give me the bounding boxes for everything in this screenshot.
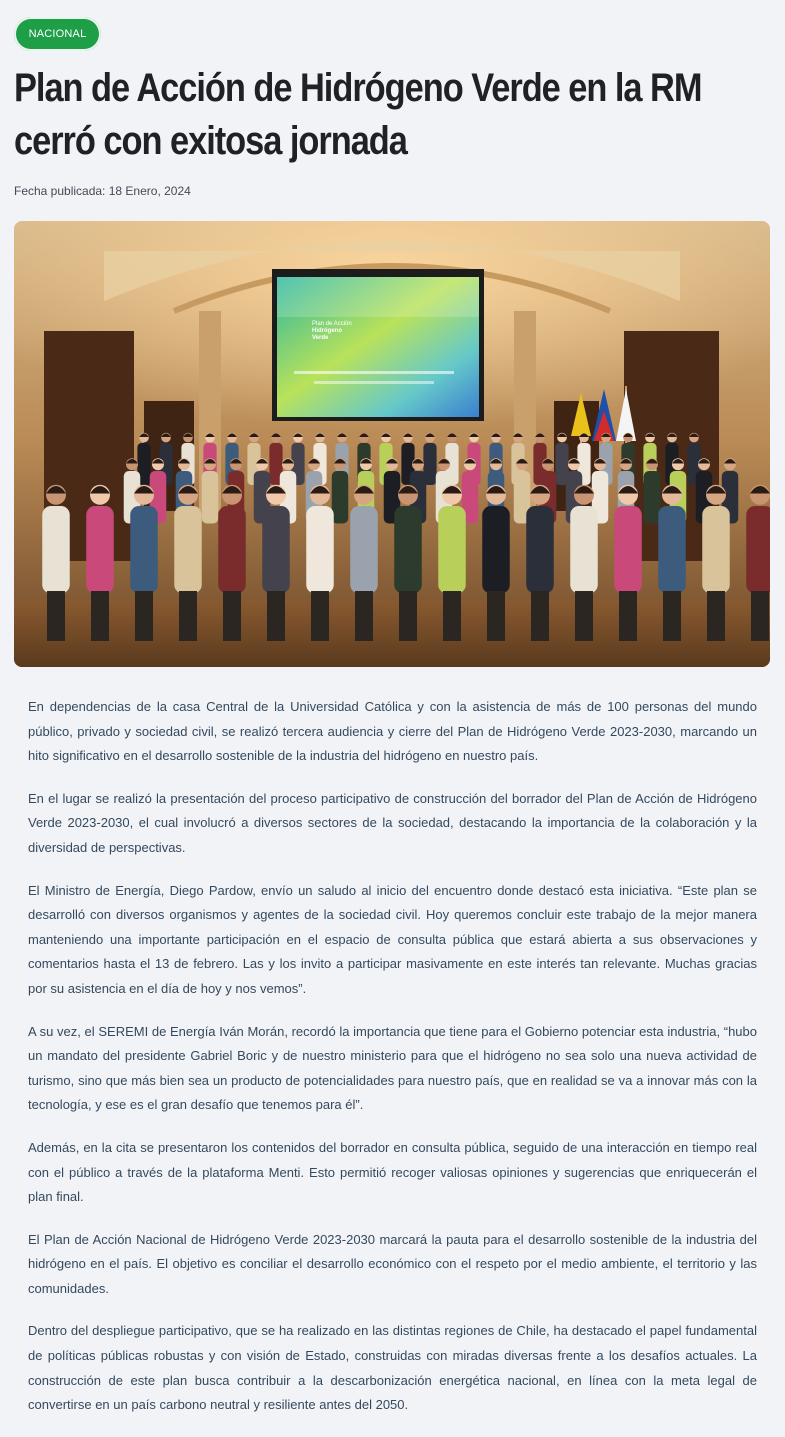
publish-date-value: 18 Enero, 2024: [108, 184, 191, 198]
article-paragraph: En el lugar se realizó la presentación del proceso participativo de construcción del borrador del Plan de Acción de Hidrógeno Verde 2023-2030, el cual involucró a diversos sectores de la sociedad, destacando la importancia de la colaboración y la diversidad de perspectivas.: [28, 790, 757, 855]
person-body: [394, 506, 422, 594]
person-legs: [531, 591, 549, 641]
article-paragraph: El Plan de Acción Nacional de Hidrógeno Verde 2023-2030 marcará la pauta para el desarrollo sostenible de la industria del hidrógeno en el país. El objetivo es conciliar el desarrollo económico con el respeto por el medio ambiente, el territorio y las comunidades.: [28, 1231, 757, 1296]
person-legs: [575, 591, 593, 641]
person-legs: [47, 591, 65, 641]
person-legs: [619, 591, 637, 641]
screen-logo-line2: Hidrógeno: [312, 328, 342, 334]
person-body: [644, 471, 661, 524]
person-body: [702, 506, 730, 594]
person-body: [130, 506, 158, 594]
article-body: [28, 695, 757, 1436]
person-legs: [91, 591, 109, 641]
person-body: [658, 506, 686, 594]
person-body: [350, 506, 378, 594]
category-badge[interactable]: NACIONAL: [14, 17, 101, 51]
article-paragraph: En dependencias de la casa Central de la Universidad Católica y con la asistencia de más de 100 personas del mundo público, privado y sociedad civil, se realizó tercera audiencia y cierre del Plan de Hidrógeno Verde 2023-2030, marcando un hito significativo en el desarrollo sostenible de la industria del hidrógeno en nuestro país.: [28, 699, 757, 764]
person-body: [42, 506, 70, 594]
person-legs: [223, 591, 241, 641]
article-title: Plan de Acción de Hidrógeno Verde en la RM cerró con exitosa jornada: [14, 66, 702, 163]
person-body: [174, 506, 202, 594]
event-group-photo: [14, 221, 770, 667]
person-legs: [663, 591, 681, 641]
person-body: [570, 506, 598, 594]
person-body: [614, 506, 642, 594]
person-legs: [135, 591, 153, 641]
person-body: [306, 506, 334, 594]
person-body: [332, 471, 349, 524]
person-body: [746, 506, 770, 594]
screen-logo-line3: Verde: [312, 335, 329, 341]
person-body: [438, 506, 466, 594]
person-legs: [443, 591, 461, 641]
article-paragraph: El Ministro de Energía, Diego Pardow, envío un saludo al inicio del encuentro donde destacó esta iniciativa. “Este plan se desarrolló con diversos organismos y agentes de la sociedad civil. Hoy queremos concluir este trabajo de la mejor manera manteniendo una importante participación en el espacio de consulta pública que estará abierta a sus observaciones y comentarios hasta el 13 de febrero. Las y los invito a participar masivamente en este interés tan relevante. Muchas gracias por su asistencia en el día de hoy y nos vemos”.: [28, 882, 757, 996]
person-body: [482, 506, 510, 594]
person-legs: [707, 591, 725, 641]
person-legs: [751, 591, 769, 641]
screen-logo-line1: Plan de Acción: [312, 321, 352, 327]
person-body: [86, 506, 114, 594]
person-body: [526, 506, 554, 594]
person-legs: [267, 591, 285, 641]
person-body: [202, 471, 219, 524]
article-paragraph: A su vez, el SEREMI de Energía Iván Morán, recordó la importancia que tiene para el Gobierno potenciar esta industria, “hubo un mandato del presidente Gabriel Boric y de nuestro ministerio para que el hidrógeno no sea solo una nueva actividad de turismo, sino que más bien sea un producto de potencialidades para nuestro país, que en realidad se va a innovar más con la tecnología, y ese es el gran desafío que tenemos para él”.: [28, 1023, 757, 1113]
person-legs: [179, 591, 197, 641]
publish-date: [14, 184, 191, 198]
event-photo-illustration: [14, 221, 770, 667]
person-legs: [487, 591, 505, 641]
person-body: [218, 506, 246, 594]
person-legs: [311, 591, 329, 641]
person-body: [262, 506, 290, 594]
person-legs: [399, 591, 417, 641]
publish-date-label: Fecha publicada:: [14, 184, 106, 198]
article-paragraph: Dentro del despliegue participativo, que se ha realizado en las distintas regiones de Chile, ha destacado el papel fundamental de políticas públicas robustas y con visión de Estado, construidas con miradas diversas frente a los desafíos actuales. La construcción de este plan busca contribuir a la descarbonización energética nacional, en línea con la meta legal de convertirse en un país carbono neutral y resiliente antes del 2050.: [28, 1323, 757, 1413]
person-legs: [355, 591, 373, 641]
article-paragraph: Además, en la cita se presentaron los contenidos del borrador en consulta pública, seguido de una interacción en tiempo real con el público a través de la plataforma Menti. Esto permitió recoger valiosas opiniones y sugerencias que enriquecerán el plan final.: [28, 1139, 757, 1205]
